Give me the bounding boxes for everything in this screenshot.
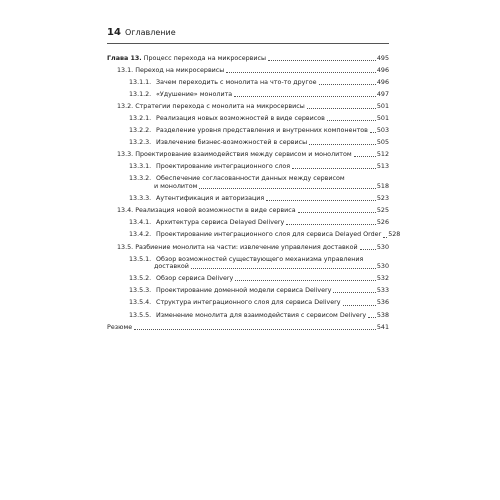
toc-entry xyxy=(107,275,389,283)
entry-title: Обзор сервиса Delivery xyxy=(156,275,234,283)
entry-page: 523 xyxy=(376,195,389,203)
table-of-contents xyxy=(107,55,401,331)
entry-title: Обеспечение согласованности данных между сервисом xyxy=(156,175,345,183)
entry-title: Разделение уровня представления и внутренних компонентов xyxy=(156,127,368,135)
entry-page: 536 xyxy=(376,299,389,307)
leader-dots xyxy=(319,84,376,85)
leader-dots xyxy=(309,144,376,145)
entry-title: Проектирование интеграционного слоя для сервиса Delayed Order xyxy=(156,231,382,239)
leader-dots xyxy=(383,237,387,238)
entry-page: 530 xyxy=(376,263,389,271)
leader-dots xyxy=(199,188,376,189)
leader-dots xyxy=(226,72,376,73)
entry-title: Изменение монолита для взаимодействия с сервисом Delivery xyxy=(156,311,367,319)
entry-page: 528 xyxy=(388,231,401,239)
entry-title: «Удушение» монолита xyxy=(156,90,233,98)
entry-number: 13.1.2. xyxy=(129,90,152,98)
entry-number: 13.2.1. xyxy=(129,114,152,122)
entry-number: 13.3. xyxy=(117,151,134,159)
leader-dots xyxy=(360,249,376,250)
leader-dots xyxy=(327,120,376,121)
leader-dots xyxy=(292,168,376,169)
entry-number: 13.1. xyxy=(117,66,134,74)
entry-page: 501 xyxy=(376,114,389,122)
entry-title: Разбиение монолита на части: извлечение управления доставкой xyxy=(135,243,358,251)
entry-page: 541 xyxy=(376,323,389,331)
leader-dots xyxy=(298,212,376,213)
leader-dots xyxy=(286,224,376,225)
entry-number: 13.5.3. xyxy=(129,287,152,295)
entry-number: 13.4.2. xyxy=(129,231,152,239)
entry-title: Резюме xyxy=(107,323,133,331)
entry-title: Проектирование интеграционного слоя xyxy=(156,163,291,171)
entry-title-cont: и монолитом xyxy=(154,183,198,191)
entry-title-cont: доставкой xyxy=(154,263,189,271)
entry-title: Извлечение бизнес-возможностей в сервисы xyxy=(156,139,308,147)
entry-title: Зачем переходить с монолита на что-то другое xyxy=(156,78,317,86)
toc-entry xyxy=(107,287,389,295)
toc-entry xyxy=(107,299,389,307)
toc-entry xyxy=(107,231,401,239)
entry-page: 496 xyxy=(376,78,389,86)
entry-number: 13.3.1. xyxy=(129,163,152,171)
leader-dots xyxy=(370,132,376,133)
leader-dots xyxy=(266,200,376,201)
entry-number: 13.3.3. xyxy=(129,195,152,203)
entry-title: Переход на микросервисы xyxy=(135,66,225,74)
toc-entry xyxy=(107,312,389,320)
entry-title: Структура интеграционного слоя для сервиса Delivery xyxy=(156,299,341,307)
entry-title: Реализация новой возможности в виде сервиса xyxy=(135,207,296,215)
leader-dots xyxy=(343,305,376,306)
leader-dots xyxy=(368,317,376,318)
toc-entry xyxy=(107,324,389,332)
toc-entry xyxy=(107,219,389,227)
header-rule xyxy=(107,43,389,44)
entry-page: 512 xyxy=(376,151,389,159)
leader-dots xyxy=(235,280,376,281)
entry-page: 533 xyxy=(376,287,389,295)
chapter-label: Глава 13. xyxy=(107,55,142,62)
page-number: 14 xyxy=(107,27,121,38)
entry-page: 525 xyxy=(376,207,389,215)
entry-number: 13.3.2. xyxy=(129,175,152,183)
entry-number: 13.4. xyxy=(117,207,134,215)
entry-number: 13.4.1. xyxy=(129,219,152,227)
entry-number: 13.5.1. xyxy=(129,255,152,263)
entry-page: 526 xyxy=(376,219,389,227)
toc-entry xyxy=(107,67,389,75)
entry-title: Архитектура сервиса Delayed Delivery xyxy=(156,219,285,227)
leader-dots xyxy=(354,156,376,157)
entry-number: 13.5.5. xyxy=(129,311,152,319)
entry-page: 497 xyxy=(376,90,389,98)
chapter-title: Процесс перехода на микросервисы xyxy=(143,55,267,62)
leader-dots xyxy=(134,329,376,330)
toc-entry xyxy=(107,256,389,271)
entry-title: Аутентификация и авторизация xyxy=(156,195,265,203)
entry-title: Обзор возможностей существующего механизма управления xyxy=(156,255,364,263)
entry-number: 13.2.2. xyxy=(129,127,152,135)
entry-title: Стратегии перехода с монолита на микросервисы xyxy=(135,102,305,110)
toc-entry xyxy=(107,115,389,123)
toc-entry xyxy=(107,163,389,171)
entry-page: 505 xyxy=(376,139,389,147)
entry-number: 13.2.3. xyxy=(129,139,152,147)
entry-page: 538 xyxy=(376,311,389,319)
entry-number: 13.5.4. xyxy=(129,299,152,307)
entry-page: 530 xyxy=(376,243,389,251)
running-title: Оглавление xyxy=(125,28,176,37)
entry-title: Проектирование доменной модели сервиса Delivery xyxy=(156,287,332,295)
toc-entry xyxy=(107,207,389,215)
entry-page: 496 xyxy=(376,66,389,74)
entry-number: 13.5.2. xyxy=(129,275,152,283)
entry-page: 503 xyxy=(376,127,389,135)
toc-entry xyxy=(107,175,389,190)
leader-dots xyxy=(307,108,376,109)
toc-entry xyxy=(107,127,389,135)
toc-entry xyxy=(107,139,389,147)
entry-title: Проектирование взаимодействия между сервисом и монолитом xyxy=(135,151,352,159)
chapter-page: 495 xyxy=(376,55,389,62)
leader-dots xyxy=(191,268,376,269)
entry-page: 532 xyxy=(376,275,389,283)
entry-page: 501 xyxy=(376,102,389,110)
page-header xyxy=(107,24,389,42)
toc-entry xyxy=(107,151,389,159)
entry-page: 513 xyxy=(376,163,389,171)
toc-entry xyxy=(107,244,389,252)
toc-entry xyxy=(107,103,389,111)
toc-chapter xyxy=(107,55,389,63)
toc-entry xyxy=(107,79,389,87)
toc-entry xyxy=(107,195,389,203)
entry-title: Реализация новых возможностей в виде сервисов xyxy=(156,114,325,122)
leader-dots xyxy=(333,292,375,293)
entry-number: 13.5. xyxy=(117,243,134,251)
leader-dots xyxy=(268,60,376,61)
entry-number: 13.2. xyxy=(117,102,134,110)
entry-page: 518 xyxy=(376,183,389,191)
toc-entry xyxy=(107,91,389,99)
leader-dots xyxy=(234,96,376,97)
entry-number: 13.1.1. xyxy=(129,78,152,86)
